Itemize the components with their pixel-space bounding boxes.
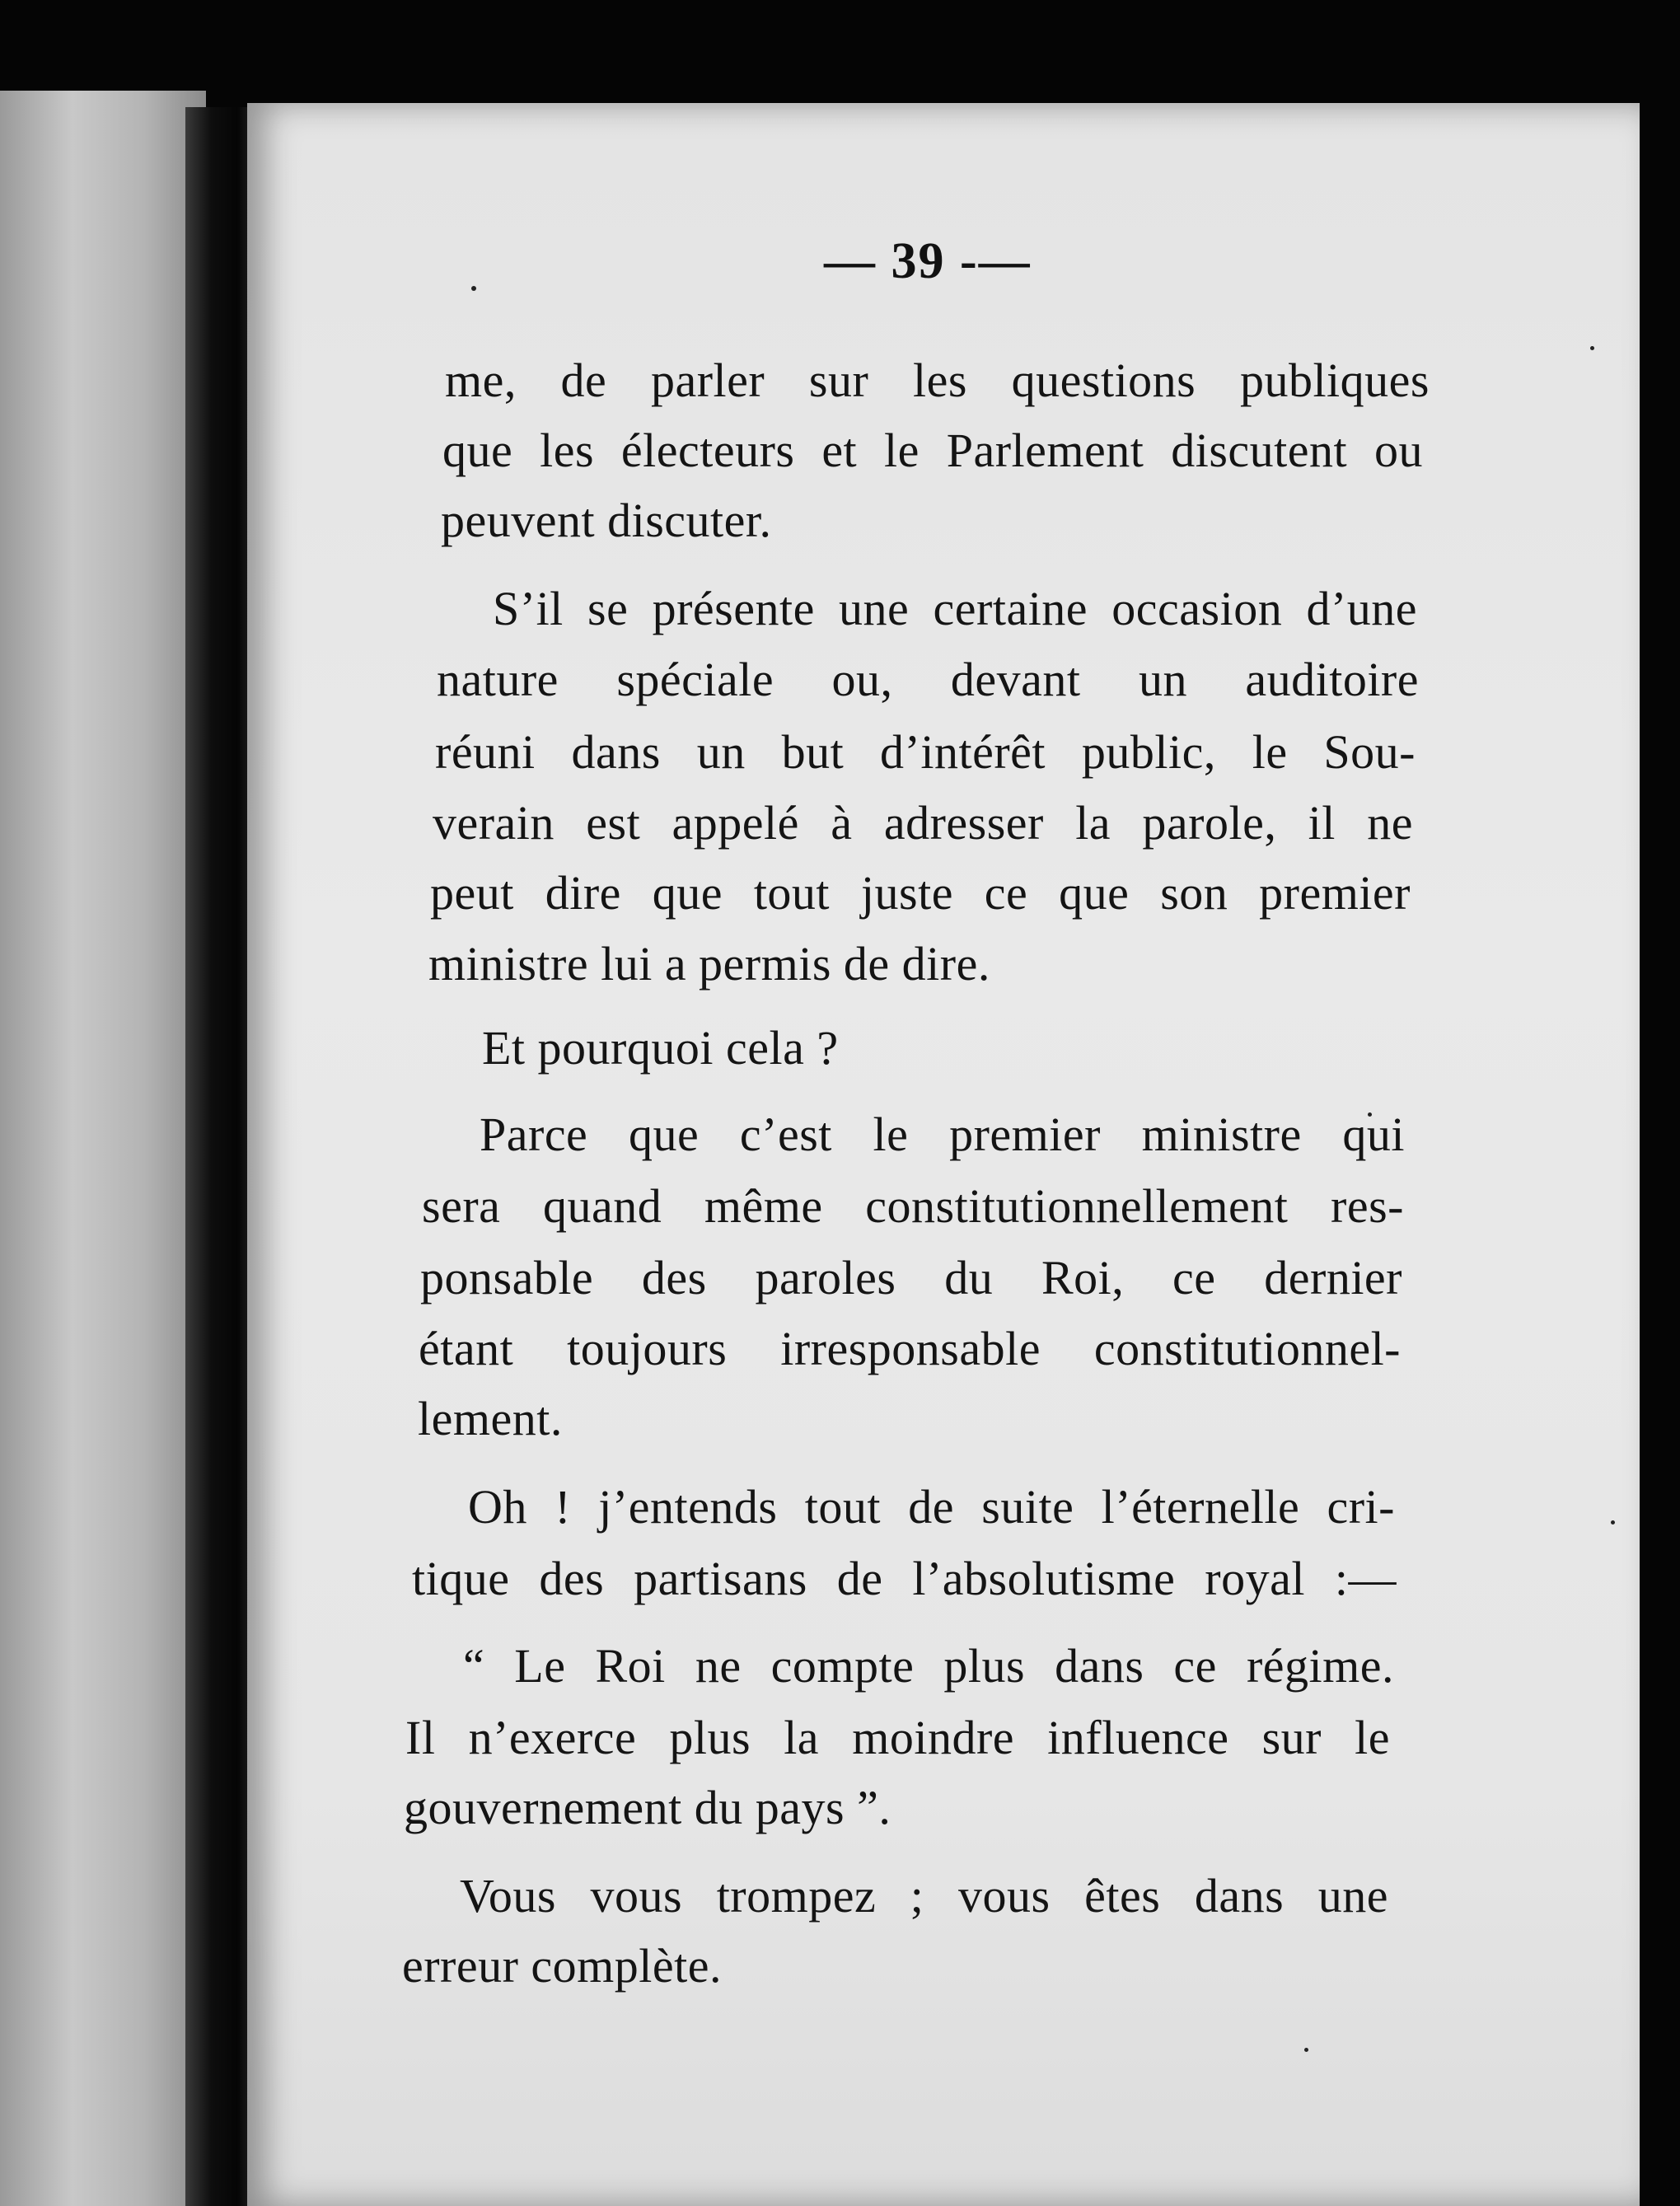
text-line: peut dire que tout juste ce que son premier: [430, 866, 1411, 920]
print-speck: [471, 286, 476, 291]
text-line: sera quand même constitutionnellement res-: [422, 1179, 1404, 1233]
text-line: S’il se présente une certaine occasion d’une: [493, 582, 1417, 635]
text-line: Oh ! j’entends tout de suite l’éternelle cri-: [468, 1480, 1395, 1534]
text-line: réuni dans un but d’intérêt public, le Sou-: [435, 725, 1416, 779]
text-line: Et pourquoi cela ?: [482, 1021, 839, 1075]
text-line: ponsable des paroles du Roi, ce dernier: [420, 1251, 1402, 1304]
print-speck: [1590, 346, 1594, 350]
text-line: tique des partisans de l’absolutisme royal :—: [412, 1552, 1397, 1605]
text-line: Il n’exerce plus la moindre influence sur le: [405, 1711, 1390, 1764]
left-page-edge: [0, 91, 206, 2206]
text-line: lement.: [418, 1392, 563, 1445]
text-line: ministre lui a permis de dire.: [428, 937, 990, 991]
print-speck: [1611, 1520, 1615, 1525]
text-line: que les électeurs et le Parlement discutent ou: [442, 424, 1423, 477]
text-line: nature spéciale ou, devant un auditoire: [437, 653, 1419, 706]
text-line: erreur complète.: [402, 1939, 723, 1993]
text-line: étant toujours irresponsable constitutionnel-: [419, 1322, 1401, 1375]
text-line: gouvernement du pays ”.: [404, 1781, 891, 1834]
text-line: me, de parler sur les questions publiques: [445, 354, 1430, 407]
text-line: Vous vous trompez ; vous êtes dans une: [460, 1869, 1388, 1923]
page-number: — 39 -—: [824, 233, 1032, 289]
text-line: “ Le Roi ne compte plus dans ce régime.: [463, 1639, 1394, 1693]
print-speck: [1304, 2048, 1308, 2052]
text-line: verain est appelé à adresser la parole, il ne: [433, 796, 1413, 850]
text-line: Parce que c’est le premier ministre qui: [480, 1108, 1405, 1161]
text-line: peuvent discuter.: [441, 494, 772, 547]
